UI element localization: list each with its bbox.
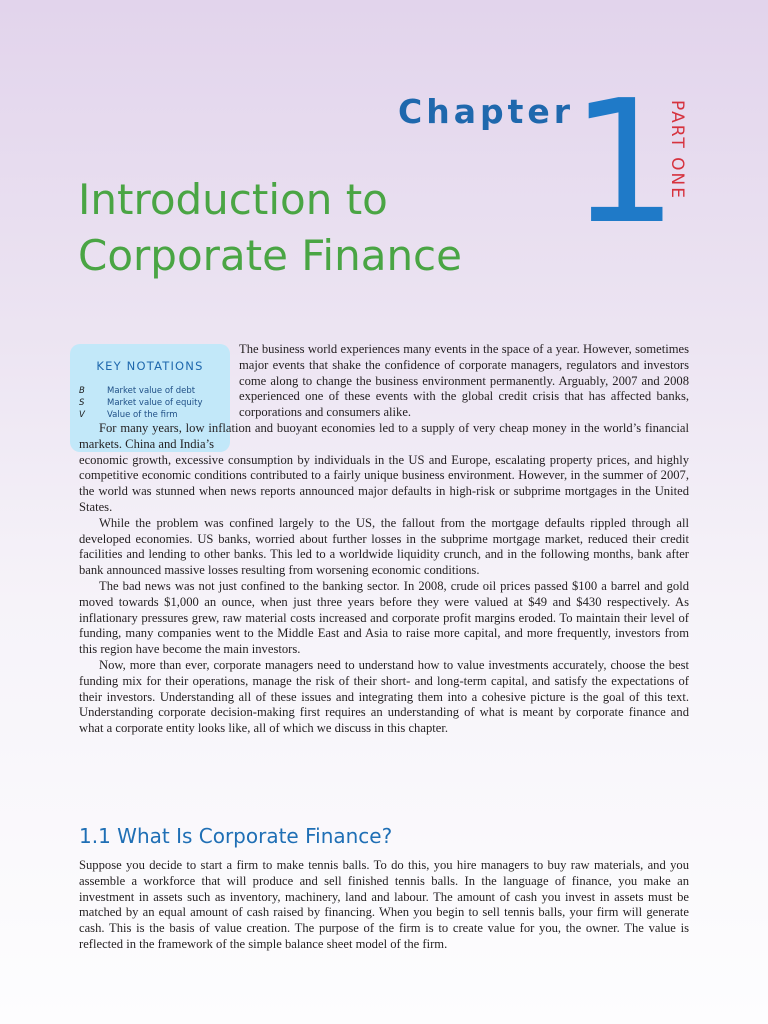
notation-description: Market value of debt — [107, 386, 196, 396]
chapter-title — [78, 172, 462, 284]
notation-symbol: S — [79, 398, 85, 408]
chapter-number: 1 — [570, 64, 673, 262]
intro-text — [79, 342, 689, 737]
notation-description: Value of the firm — [107, 410, 178, 420]
section-heading: 1.1 What Is Corporate Finance? — [79, 824, 393, 848]
chapter-title-line-2: Corporate Finance — [78, 231, 462, 280]
intro-paragraph-5: Now, more than ever, corporate managers need to understand how to value investments accurately, choose the best funding mix for their operations, manage the risk of their short- and long-term capital, and satisfy the expectations of their investors. Understanding all of these issues and integrating them into a cohesive picture is the goal of this text. Understanding corporate decision-making first requires an understanding of what is meant by corporate finance and what a corporate entity looks like, all of which we discuss in this chapter. — [79, 657, 689, 736]
notation-description: Market value of equity — [107, 398, 203, 408]
section-paragraph-1: Suppose you decide to start a firm to make tennis balls. To do this, you hire managers to buy raw materials, and you assemble a workforce that will produce and sell finished tennis balls. In the language of finance, you make an investment in assets such as inventory, machinery, land and labour. The amount of cash you invest in assets must be matched by an equal amount of cash raised by financing. When you begin to sell tennis balls, your firm will generate cash. This is the basis of value creation. The purpose of the firm is to create value for you, the owner. The value is reflected in the framework of the simple balance sheet model of the firm. — [79, 858, 689, 951]
intro-paragraph-2-wrapped: For many years, low inflation and buoyant economies led to a supply of very cheap money in the world’s financial markets. China and India’s — [79, 420, 689, 451]
intro-paragraph-1: The business world experiences many events in the space of a year. However, sometimes major events that shake the confidence of corporate managers, regulators and investors come along to change the business environment permanently. Arguably, 2007 and 2008 experienced one of these events with the global credit crisis that has affected banks, corporations and consumers alike. — [239, 342, 689, 420]
chapter-title-line-1: Introduction to — [78, 175, 388, 224]
notation-symbol: B — [79, 386, 85, 396]
intro-paragraph-3: While the problem was confined largely to the US, the fallout from the mortgage defaults rippled through all developed economies. US banks, worried about further losses in the subprime mortgage market, reduced their credit facilities and lending to other banks. This led to a worldwide liquidity crunch, and in the following months, bank after bank announced massive losses resulting from worsening economic conditions. — [79, 515, 689, 578]
notation-symbol: V — [79, 410, 85, 420]
section-text — [79, 858, 689, 953]
key-notations-title: KEY NOTATIONS — [96, 359, 204, 373]
part-label: PART ONE — [667, 100, 687, 200]
intro-paragraph-4: The bad news was not just confined to the banking sector. In 2008, crude oil prices passed $100 a barrel and gold moved towards $1,000 an ounce, when just three years before they were valued at $49 and $430 respectively. As inflationary pressures grew, raw material costs increased and corporate profit margins eroded. To maintain their level of funding, many companies went to the Middle East and Asia to raise more capital, and more frequently, investors from this region have become the main investors. — [79, 578, 689, 657]
chapter-label: Chapter — [398, 92, 575, 131]
intro-paragraph-2-continued: economic growth, excessive consumption by individuals in the US and Europe, escalating property prices, and highly competitive economic conditions contributed to a fairly unique business environment. However, in the summer of 2007, the world was stunned when news reports announced major defaults in high-risk or subprime mortgages in the United States. — [79, 452, 689, 514]
